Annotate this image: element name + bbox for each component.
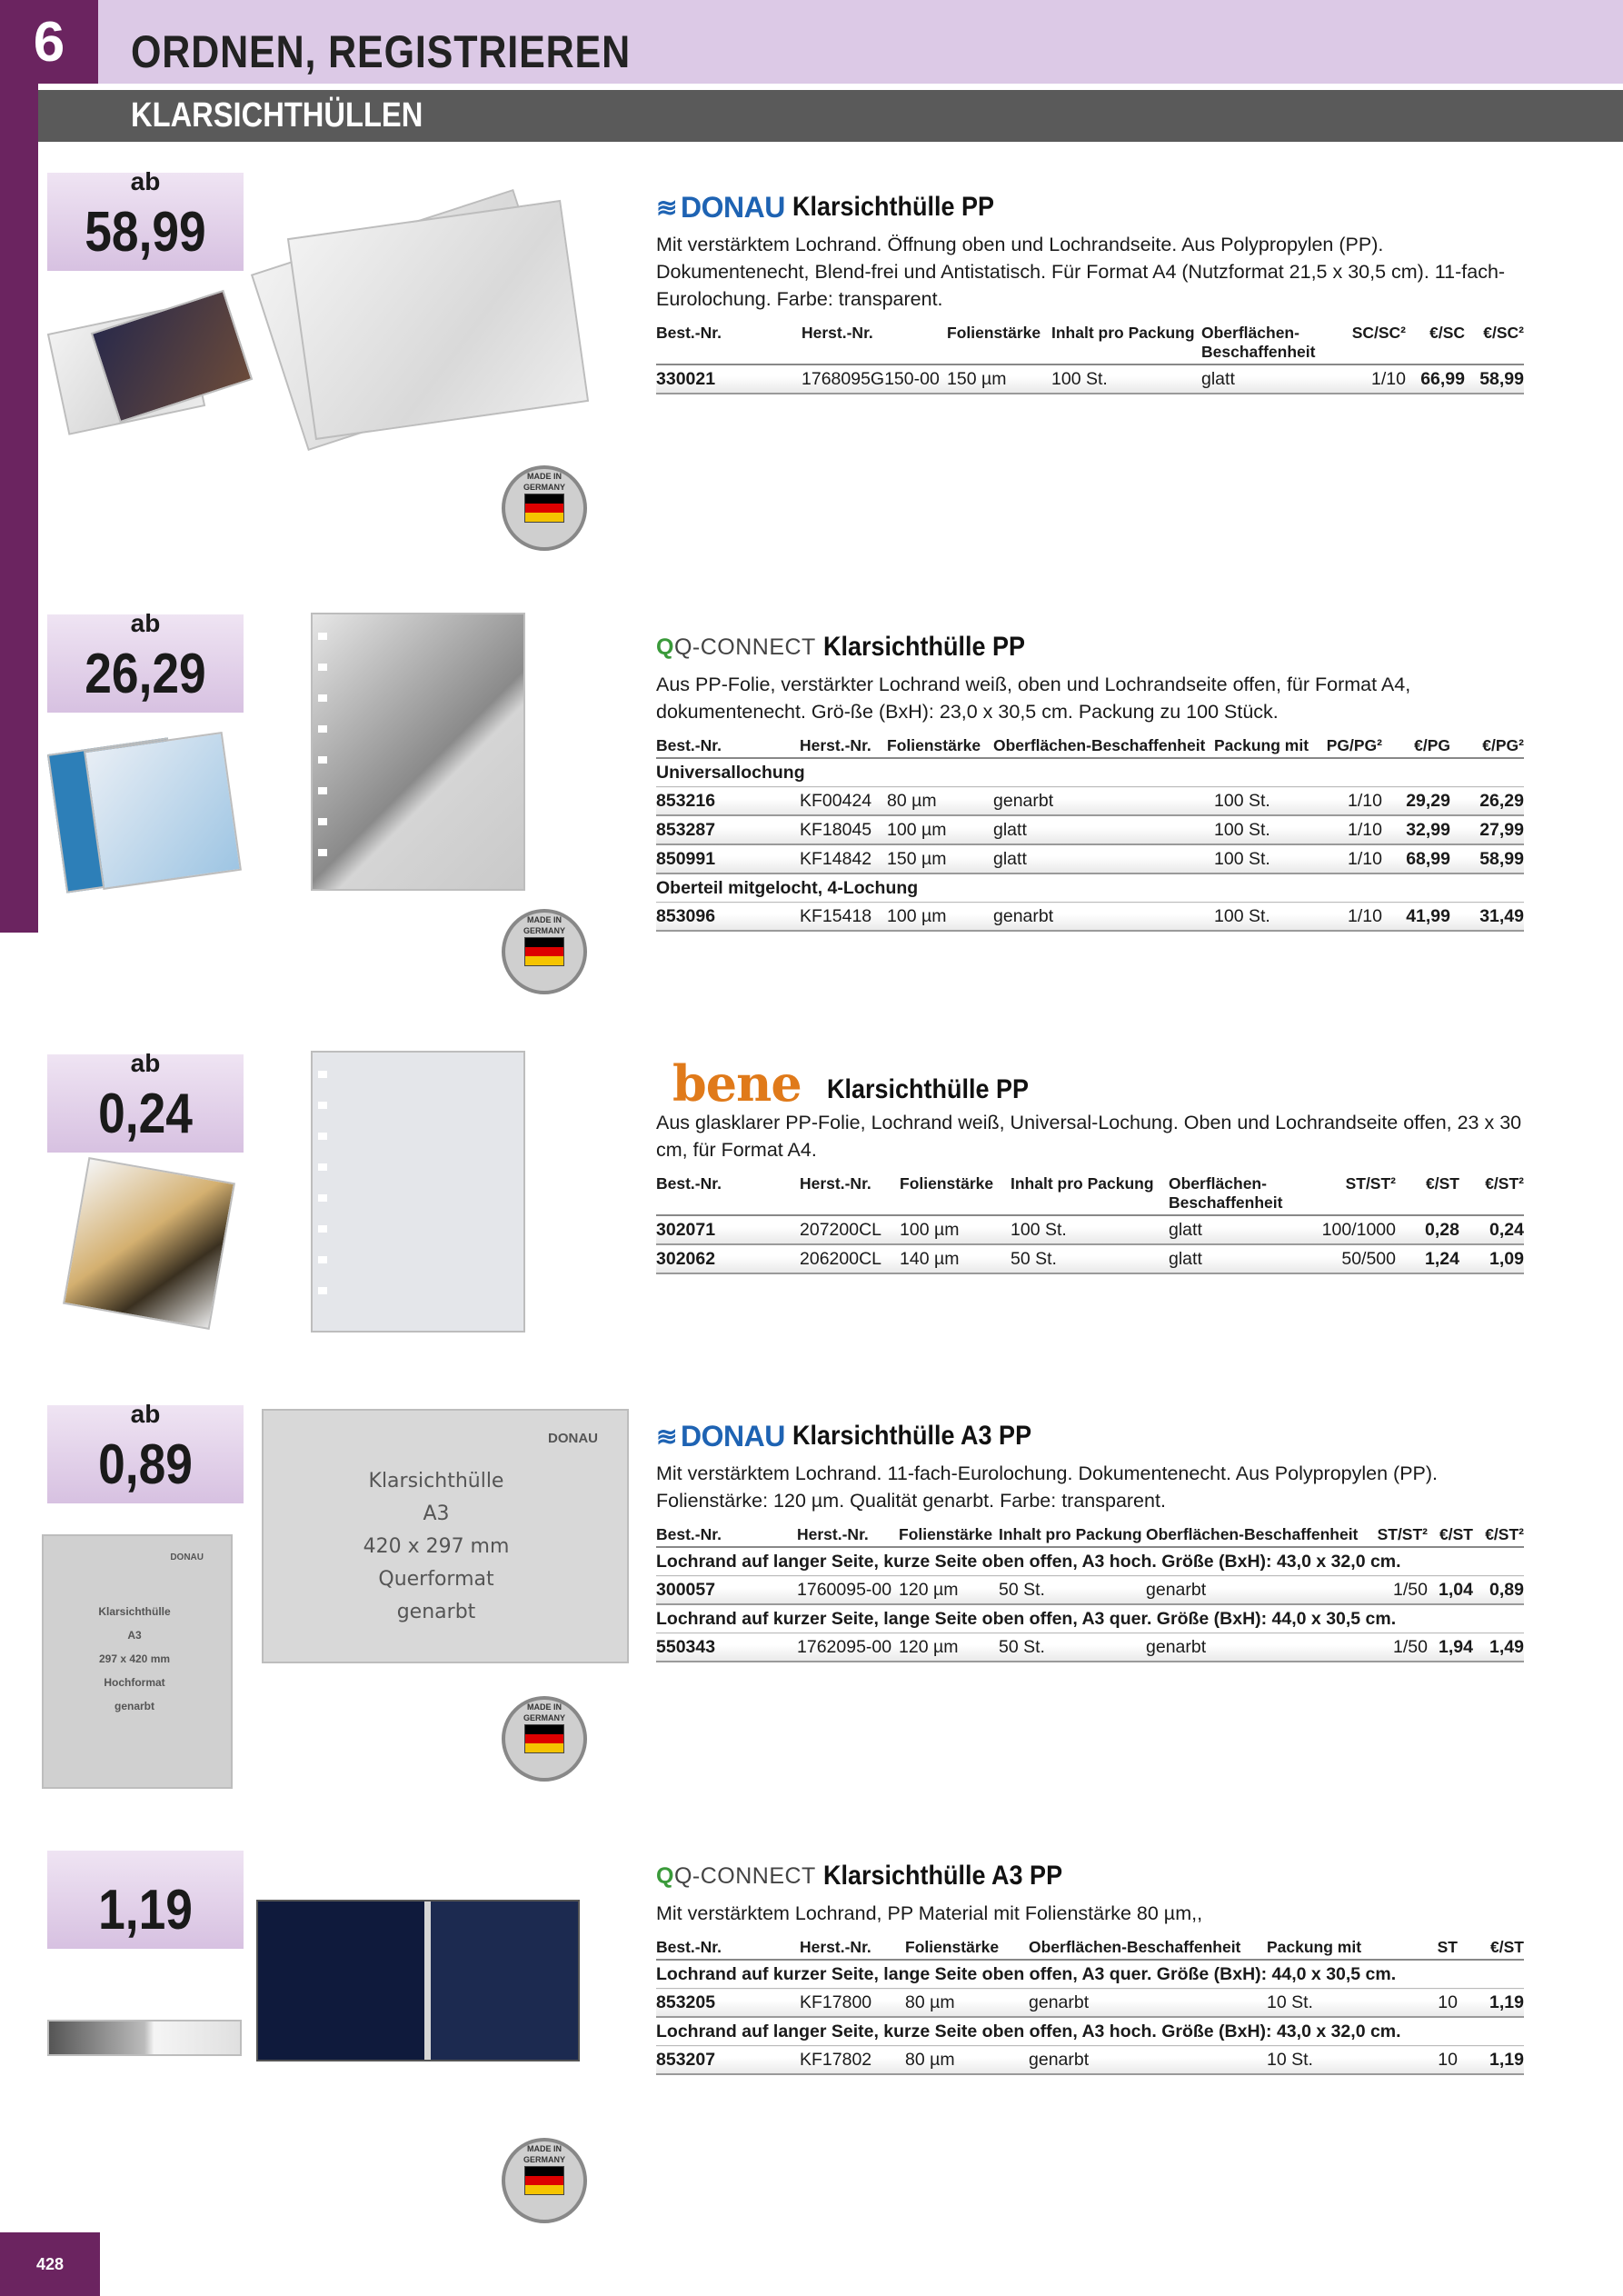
- donau-waves-icon: ≋: [656, 1422, 677, 1451]
- q-connect-logo: Q Q-CONNECT: [656, 634, 816, 660]
- product-block: [656, 189, 1524, 394]
- bene-logo: bene: [672, 1054, 802, 1113]
- product-title: Klarsichthülle PP: [792, 192, 994, 222]
- product-block: [656, 629, 1524, 932]
- price-prefix: ab: [130, 1400, 161, 1428]
- image-label: 420 x 297 mm: [363, 1535, 510, 1558]
- price-value: 26,29: [85, 643, 206, 705]
- price-prefix: ab: [130, 1049, 161, 1077]
- product-block: [656, 1418, 1524, 1662]
- product-description: Aus PP-Folie, verstärkter Lochrand weiß, oben und Lochrandseite offen, für Format A4, dokumentenecht. Grö-ße (BxH): 23,0 x 30,5 cm. Packung zu 100 Stück.: [656, 674, 1411, 723]
- table-row: 300057 1760095-00 120 µm 50 St. genarbt 1/50 1,04 0,89: [656, 1576, 1524, 1605]
- product-title: Klarsichthülle A3 PP: [822, 1861, 1062, 1891]
- table-row: 330021 1768095G150-00 150 µm 100 St. glatt 1/10 66,99 58,99: [656, 364, 1524, 394]
- table-row: 850991 KF14842 150 µm glatt 100 St. 1/10 68,99 58,99: [656, 844, 1524, 873]
- product-table: Best.-Nr. Herst.-Nr. Folienstärke Inhalt pro Packung Oberflächen-Beschaffenheit ST/ST² €/ST €/ST² Lochrand auf langer Seite, kurze Seite oben offen, A3 hoch. Größe (BxH): 43,0 x 32,0 cm. 300057 1760095-00 120 µm 50 St. genarbt 1/50 1,04 0,89 Lochrand auf kurzer Seite, lange Seite oben offen, A3 quer. Größe (BxH): 44,0 x 30,5 cm. 550343 1762095-00 120 µm 50 St. genarbt 1/50 1,94 1,49: [656, 1523, 1524, 1662]
- product-description: Mit verstärktem Lochrand, PP Material mit Folienstärke 80 µm,,: [656, 1902, 1203, 1924]
- product-description: Aus glasklarer PP-Folie, Lochrand weiß, Universal-Lochung. Oben und Lochrandseite offen, 23 x 30 cm, für Format A4.: [656, 1112, 1522, 1161]
- page-number: 428: [0, 2232, 100, 2296]
- made-in-germany-label: MADE IN GERMANY: [523, 1702, 565, 1722]
- price-badge: [47, 167, 244, 271]
- made-in-germany-badge: [502, 465, 587, 551]
- chapter-side-bar: [0, 84, 38, 933]
- chapter-number: 6: [0, 0, 98, 84]
- price-value: 0,89: [98, 1433, 193, 1496]
- image-label: A3: [423, 1502, 450, 1525]
- product-title: Klarsichthülle PP: [822, 632, 1025, 662]
- product-photo: [47, 300, 247, 436]
- image-label: A3: [127, 1629, 142, 1642]
- product-photo: [311, 1051, 525, 1333]
- table-group-label: Lochrand auf langer Seite, kurze Seite oben offen, A3 hoch. Größe (BxH): 43,0 x 32,0 cm.: [656, 1547, 1524, 1576]
- product-photo: [56, 1160, 238, 1329]
- product-photo: [47, 727, 247, 882]
- product-table: Best.-Nr. Herst.-Nr. Folienstärke Oberflächen-Beschaffenheit Packung mit PG/PG² €/PG €/PG² Universallochung 853216 KF00424 80 µm genarbt 100 St. 1/10 29,29 26,29 853287 KF18045 100 µm glatt 100 St. 1/10 32,99 27,99 850991 KF14842 150 µm glatt 100 St. 1/10 68,99 58,99 Oberteil mitgelocht, 4-Lochung 853096 KF15418 100 µm genarbt 100 St. 1/10 41,99 31,49: [656, 734, 1524, 932]
- product-table: Best.-Nr. Herst.-Nr. Folienstärke Inhalt pro Packung Oberflächen-Beschaffenheit SC/SC² €/SC €/SC² 330021 1768095G150-00 150 µm 100 St. glatt 1/10 66,99 58,99: [656, 322, 1524, 394]
- image-label: Klarsichthülle: [98, 1605, 171, 1618]
- product-table: Best.-Nr. Herst.-Nr. Folienstärke Oberflächen-Beschaffenheit Packung mit ST €/ST Lochrand auf kurzer Seite, lange Seite oben offen, A3 quer. Größe (BxH): 44,0 x 30,5 cm. 853205 KF17800 80 µm genarbt 10 St. 10 1,19 Lochrand auf langer Seite, kurze Seite oben offen, A3 hoch. Größe (BxH): 43,0 x 32,0 cm. 853207 KF17802 80 µm genarbt 10 St. 10 1,19: [656, 1936, 1524, 2075]
- made-in-germany-badge: [502, 909, 587, 994]
- made-in-germany-badge: [502, 1696, 587, 1782]
- q-connect-logo: Q Q-CONNECT: [656, 1862, 816, 1889]
- product-table: Best.-Nr. Herst.-Nr. Folienstärke Inhalt pro Packung Oberflächen-Beschaffenheit ST/ST² €/ST €/ST² 302071 207200CL 100 µm 100 St. glatt 100/1000 0,28 0,24 302062 206200CL 140 µm 50 St. glatt 50/500 1,24 1,09: [656, 1173, 1524, 1274]
- product-photo: [47, 2020, 244, 2056]
- table-group-label: Universallochung: [656, 758, 1524, 787]
- product-photo: [256, 1900, 580, 2061]
- table-row: 853205 KF17800 80 µm genarbt 10 St. 10 1,19: [656, 1989, 1524, 2018]
- price-prefix: ab: [130, 167, 161, 195]
- table-row: 853207 KF17802 80 µm genarbt 10 St. 10 1,19: [656, 2046, 1524, 2075]
- made-in-germany-label: MADE IN GERMANY: [523, 472, 565, 492]
- made-in-germany-label: MADE IN GERMANY: [523, 2144, 565, 2164]
- table-row: 550343 1762095-00 120 µm 50 St. genarbt 1/50 1,94 1,49: [656, 1633, 1524, 1662]
- image-label: Hochformat: [104, 1676, 165, 1689]
- table-row: 302071 207200CL 100 µm 100 St. glatt 100/1000 0,28 0,24: [656, 1215, 1524, 1244]
- image-label: Klarsichthülle: [368, 1470, 504, 1492]
- product-photo: [262, 1409, 630, 1663]
- table-row: 302062 206200CL 140 µm 50 St. glatt 50/500 1,24 1,09: [656, 1244, 1524, 1273]
- image-label: genarbt: [396, 1601, 476, 1623]
- price-badge: [47, 609, 244, 713]
- table-group-label: Lochrand auf kurzer Seite, lange Seite oben offen, A3 quer. Größe (BxH): 44,0 x 30,5 cm.: [656, 1960, 1524, 1989]
- product-title: Klarsichthülle PP: [826, 1074, 1029, 1104]
- image-label: genarbt: [114, 1700, 154, 1712]
- product-photo: [42, 1534, 234, 1789]
- price-badge: [47, 1400, 244, 1503]
- product-block: [656, 1056, 1524, 1274]
- price-prefix: ab: [130, 609, 161, 637]
- product-description: Mit verstärktem Lochrand. Öffnung oben und Lochrandseite. Aus Polypropylen (PP). Dokumentenecht, Blend-frei und Antistatisch. Für Format A4 (Nutzformat 21,5 x 30,5 cm). 11-fach-Eurolochung. Farbe: transparent.: [656, 234, 1506, 310]
- section-title: KLARSICHTHÜLLEN: [131, 96, 423, 135]
- donau-logo-text: DONAU: [548, 1431, 598, 1446]
- donau-logo: ≋ DONAU: [656, 190, 785, 224]
- image-label: Querformat: [378, 1568, 494, 1591]
- image-label: 297 x 420 mm: [98, 1652, 171, 1665]
- table-group-label: Lochrand auf kurzer Seite, lange Seite oben offen, A3 quer. Größe (BxH): 44,0 x 30,5 cm.: [656, 1604, 1524, 1633]
- price-value: 1,19: [98, 1879, 193, 1942]
- product-description: Mit verstärktem Lochrand. 11-fach-Eurolochung. Dokumentenecht. Aus Polypropylen (PP). Folienstärke: 120 µm. Qualität genarbt. Farbe: transparent.: [656, 1462, 1439, 1512]
- price-value: 0,24: [98, 1083, 193, 1145]
- table-group-label: Oberteil mitgelocht, 4-Lochung: [656, 873, 1524, 903]
- made-in-germany-badge: [502, 2138, 587, 2223]
- price-value: 58,99: [85, 201, 206, 264]
- table-row: 853287 KF18045 100 µm glatt 100 St. 1/10 32,99 27,99: [656, 815, 1524, 844]
- product-block: [656, 1858, 1524, 2075]
- donau-logo-text: DONAU: [170, 1552, 204, 1562]
- price-badge: [47, 1049, 244, 1153]
- table-group-label: Lochrand auf langer Seite, kurze Seite oben offen, A3 hoch. Größe (BxH): 43,0 x 32,0 cm.: [656, 2017, 1524, 2046]
- product-photo: [311, 613, 525, 891]
- donau-waves-icon: ≋: [656, 193, 677, 222]
- donau-logo: ≋ DONAU: [656, 1419, 785, 1452]
- made-in-germany-label: MADE IN GERMANY: [523, 915, 565, 935]
- table-row: 853096 KF15418 100 µm genarbt 100 St. 1/10 41,99 31,49: [656, 903, 1524, 932]
- product-photo: [264, 191, 582, 427]
- price-badge: [47, 1851, 244, 1949]
- product-title: Klarsichthülle A3 PP: [792, 1421, 1031, 1451]
- table-row: 853216 KF00424 80 µm genarbt 100 St. 1/10 29,29 26,29: [656, 787, 1524, 816]
- chapter-title: ORDNEN, REGISTRIEREN: [131, 26, 631, 77]
